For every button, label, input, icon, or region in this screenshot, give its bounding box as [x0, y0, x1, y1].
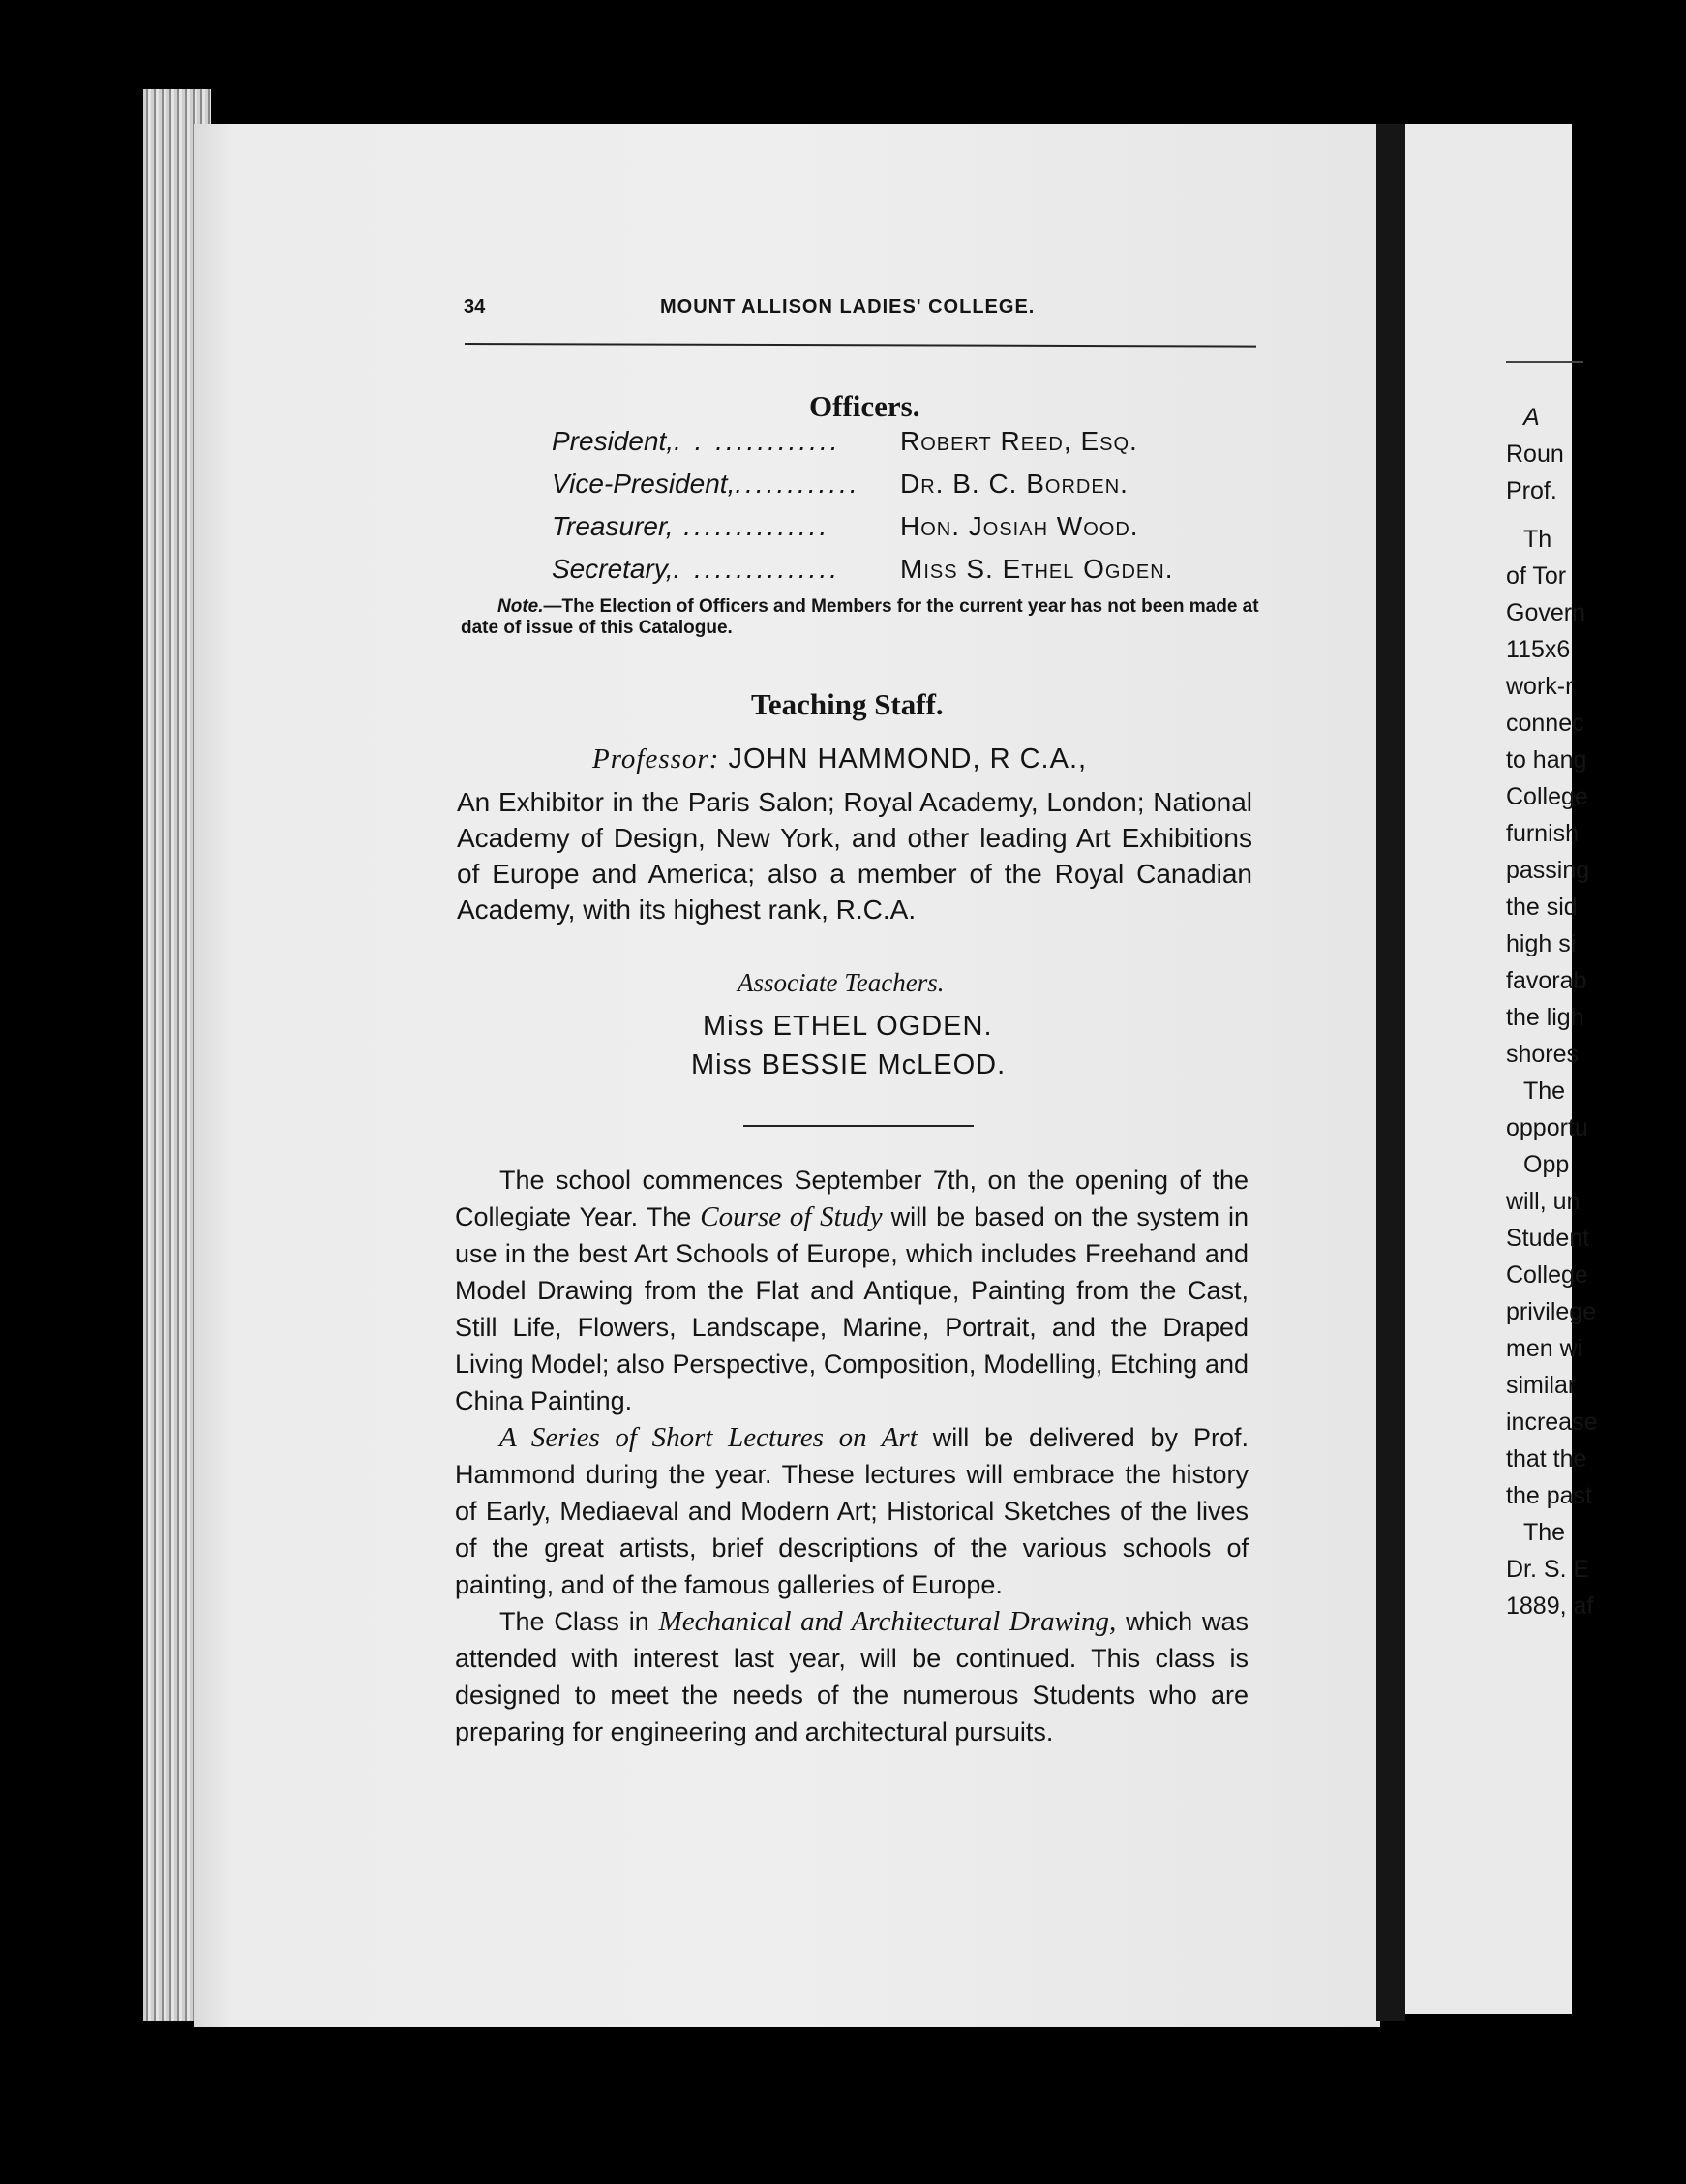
professor-line [592, 743, 1087, 775]
facing-line: connec [1506, 710, 1584, 737]
facing-line: to hang [1506, 746, 1587, 774]
facing-line: high si [1506, 930, 1577, 957]
officer-name: Robert Reed, Esq. [900, 426, 1138, 456]
facing-line: The [1523, 1077, 1566, 1105]
officer-role-label: Treasurer, [552, 511, 674, 541]
officer-row [552, 469, 1249, 511]
italic-run: Mechanical and Architectural Drawing, [658, 1606, 1117, 1637]
facing-page-text [1492, 521, 1686, 1624]
teaching-staff-heading: Teaching Staff. [751, 687, 944, 721]
section-divider [743, 1125, 974, 1127]
leader-dots: .............. [673, 511, 830, 541]
text-run: which was attended with interest last year, will be continued. This class is designed to meet the needs of the numerous Students who are preparing for engineering and architectural pursuits. [455, 1607, 1249, 1746]
professor-description: An Exhibitor in the Paris Salon; Royal Academy, London; National Academy of Design, New York, and other leading Art Exhibitions of Europe and America; also a member of the Royal Canadian Academy, with its highest rank, R.C.A. [457, 787, 1252, 925]
facing-line: of Tor [1506, 562, 1567, 590]
facing-line: opportu [1506, 1114, 1588, 1141]
officer-name: Dr. B. C. Borden. [900, 469, 1129, 499]
italic-run: A Series of Short Lectures on Art [499, 1422, 918, 1453]
associate-teacher: Miss BESSIE McLEOD. [691, 1049, 1007, 1080]
facing-line: Student [1506, 1225, 1590, 1252]
note-label: Note. [497, 596, 544, 617]
facing-line: the sid [1506, 894, 1578, 921]
officers-note [461, 596, 1264, 639]
facing-line: Dr. S. E [1506, 1556, 1590, 1583]
officer-row [552, 554, 1249, 596]
facing-header-rule [1506, 361, 1583, 363]
scan-border [194, 2027, 1572, 2184]
officer-role [552, 426, 900, 457]
facing-line: Govern [1506, 599, 1585, 626]
officer-role [552, 554, 900, 585]
facing-line: work-r [1506, 673, 1574, 700]
facing-line: 1889, af [1506, 1592, 1594, 1620]
associate-teacher: Miss ETHEL OGDEN. [703, 1011, 993, 1042]
facing-line: Th [1523, 526, 1552, 553]
facing-line: A [1523, 404, 1540, 431]
facing-line: will, un [1506, 1188, 1581, 1215]
facing-line: shores [1506, 1041, 1580, 1068]
facing-line: passing [1506, 857, 1590, 884]
officers-list [552, 426, 1249, 596]
body-text [455, 1162, 1249, 1750]
facing-line: the ligh [1506, 1004, 1584, 1031]
facing-line: that the [1506, 1445, 1587, 1472]
paragraph-mechanical-drawing [455, 1603, 1249, 1750]
paragraph-lectures [455, 1419, 1249, 1603]
leader-dots: ............ [735, 469, 860, 499]
leader-dots: . . ............ [674, 426, 841, 456]
officers-heading: Officers. [809, 389, 920, 423]
officer-role-label: President, [552, 426, 675, 456]
facing-line: 115x6 [1506, 636, 1571, 663]
facing-line: Prof. [1506, 477, 1557, 504]
officer-role [552, 511, 900, 542]
facing-page-top-fragment [1506, 399, 1564, 509]
italic-run: Course of Study [700, 1201, 883, 1232]
page-number: 34 [464, 296, 486, 318]
facing-line: Opp [1523, 1151, 1570, 1178]
officer-role [552, 469, 900, 500]
leader-dots: . .............. [673, 554, 840, 584]
professor-name: JOHN HAMMOND, R C.A., [728, 743, 1088, 774]
facing-line: men wi [1506, 1335, 1583, 1362]
facing-line: increase [1506, 1409, 1598, 1436]
facing-page [1405, 124, 1598, 2014]
note-text: —The Election of Officers and Members for the current year has not been made at date of issue of this Catalogue. [461, 596, 1259, 638]
text-run: The school commences September 7th, on the opening of the Collegiate Year. The [455, 1166, 1249, 1231]
officer-role-label: Secretary, [552, 554, 674, 584]
text-run: The Class in [499, 1607, 659, 1636]
facing-line: privilege [1506, 1298, 1597, 1325]
facing-line: College [1506, 783, 1588, 810]
header-title: MOUNT ALLISON LADIES' COLLEGE. [660, 296, 1036, 318]
associate-teachers-label: Associate Teachers. [738, 968, 945, 997]
officer-name: Miss S. Ethel Ogden. [900, 554, 1174, 584]
officer-row [552, 511, 1249, 554]
paragraph-school-commences [455, 1162, 1249, 1419]
book-gutter [1376, 124, 1405, 2021]
facing-line: furnish [1506, 820, 1580, 847]
officer-role-label: Vice-President, [552, 469, 736, 499]
text-run: will be delivered by Prof. Hammond during the year. These lectures will embrace the history of Early, Mediaeval and Modern Art; Historical Sketches of the lives of the great artists, brief descriptions of the various schools of painting, and of the famous galleries of Europe. [455, 1423, 1249, 1599]
officer-name: Hon. Josiah Wood. [900, 511, 1139, 541]
officer-row [552, 426, 1249, 469]
facing-line: The [1523, 1519, 1566, 1546]
facing-line: similar [1506, 1372, 1577, 1399]
text-run: will be based on the system in use in the best Art Schools of Europe, which includes Freehand and Model Drawing from the Flat and Antique, Painting from the Cast, Still Life, Flowers, Landscape, Marine, Portrait, and the Draped Living Model; also Perspective, Composition, Modelling, Etching and China Painting. [455, 1202, 1249, 1415]
facing-line: favorab [1506, 967, 1587, 994]
running-header [460, 292, 1263, 327]
facing-line: Roun [1506, 440, 1564, 468]
facing-line: the past [1506, 1482, 1592, 1509]
professor-label: Professor: [592, 743, 720, 774]
facing-line: College [1506, 1261, 1588, 1289]
